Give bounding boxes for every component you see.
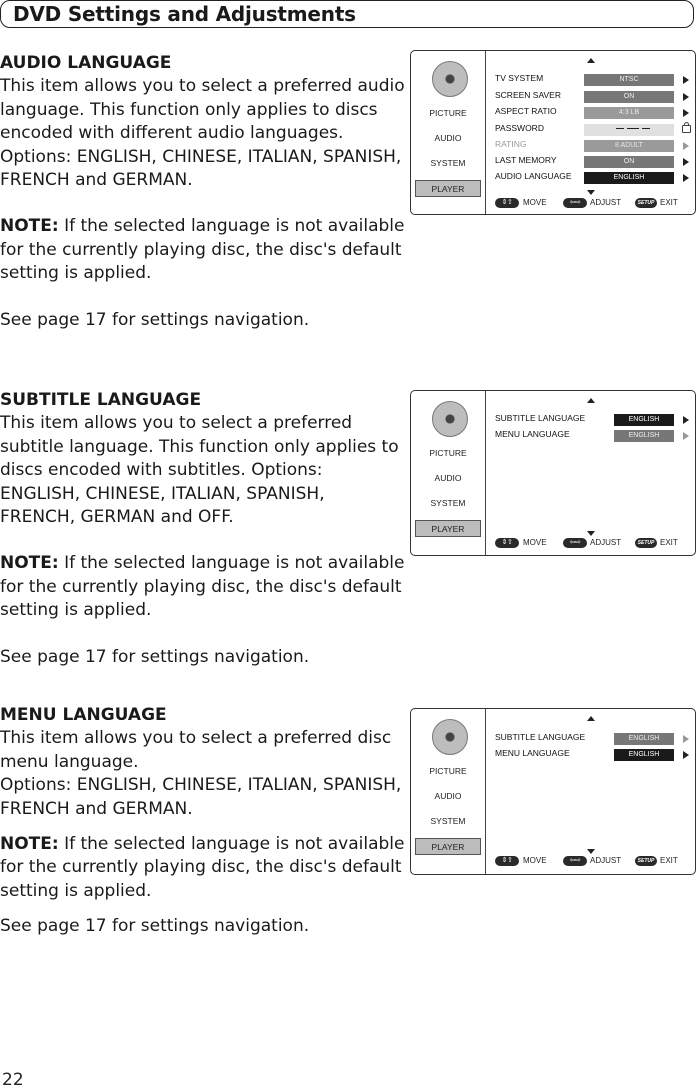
row-value: ENGLISH — [584, 172, 674, 184]
adjust-label: ADJUST — [590, 538, 622, 547]
page-header — [0, 0, 694, 28]
note-text: If the selected language is not available for the currently playing disc, the disc's default setting is applied. — [0, 216, 405, 284]
row-label: LAST MEMORY — [495, 155, 557, 165]
nav-audio[interactable]: AUDIO — [434, 791, 462, 801]
nav-picture[interactable]: PICTURE — [429, 766, 467, 776]
see-page-text: See page 17 for settings navigation. — [0, 916, 310, 937]
osd-row-rating[interactable] — [495, 139, 691, 153]
section-options: Options: ENGLISH, CHINESE, ITALIAN, SPANISH, FRENCH and GERMAN. — [0, 775, 402, 819]
row-label: AUDIO LANGUAGE — [495, 171, 572, 181]
osd-row-password[interactable] — [495, 123, 691, 137]
disc-icon — [432, 61, 468, 97]
section-title: MENU LANGUAGE — [0, 705, 167, 725]
row-label: TV SYSTEM — [495, 73, 544, 83]
row-label: SUBTITLE LANGUAGE — [495, 413, 586, 423]
osd-row-subtitle-language[interactable] — [495, 413, 691, 427]
osd-row-menu-language[interactable] — [495, 748, 691, 762]
adjust-icon: ⇦⇨ — [563, 538, 587, 548]
page-number: 22 — [2, 1070, 24, 1090]
move-label: MOVE — [523, 198, 547, 207]
arrow-right-icon — [683, 735, 689, 743]
note-label: NOTE: — [0, 834, 59, 855]
osd-row-aspect-ratio[interactable] — [495, 106, 691, 120]
exit-label: EXIT — [660, 856, 678, 865]
nav-player[interactable]: PLAYER — [415, 180, 481, 197]
note-paragraph — [0, 833, 405, 903]
note-label: NOTE: — [0, 553, 59, 574]
osd-footer — [495, 855, 691, 867]
scroll-down-icon[interactable] — [587, 531, 595, 536]
panel-divider — [485, 709, 486, 874]
disc-icon — [432, 401, 468, 437]
note-paragraph — [0, 552, 405, 622]
arrow-right-icon — [683, 751, 689, 759]
scroll-down-icon[interactable] — [587, 849, 595, 854]
row-value: ENGLISH — [614, 749, 674, 761]
subtitle-language-section — [0, 389, 405, 669]
nav-audio[interactable]: AUDIO — [434, 473, 462, 483]
row-label: SCREEN SAVER — [495, 90, 561, 100]
password-dash — [642, 128, 650, 129]
see-page-text: See page 17 for settings navigation. — [0, 309, 310, 330]
exit-label: EXIT — [660, 538, 678, 547]
section-body: This item allows you to select a preferred subtitle language. This function only applies to discs encoded with subtitles. Options: ENGLISH, CHINESE, ITALIAN, SPANISH, FRENCH, GERMAN and OFF. — [0, 413, 399, 528]
osd-row-last-memory[interactable] — [495, 155, 691, 169]
osd-panel-menu-language — [410, 708, 696, 875]
row-label: MENU LANGUAGE — [495, 748, 570, 758]
audio-language-section — [0, 52, 405, 332]
nav-system[interactable]: SYSTEM — [430, 158, 466, 168]
adjust-icon: ⇦⇨ — [563, 856, 587, 866]
osd-footer — [495, 197, 691, 209]
exit-label: EXIT — [660, 198, 678, 207]
osd-row-subtitle-language[interactable] — [495, 732, 691, 746]
scroll-down-icon[interactable] — [587, 190, 595, 195]
nav-player[interactable]: PLAYER — [415, 520, 481, 537]
setup-button[interactable]: SETUP — [635, 856, 657, 866]
password-field[interactable] — [584, 124, 674, 136]
section-title: SUBTITLE LANGUAGE — [0, 390, 202, 410]
row-value: NTSC — [584, 74, 674, 86]
row-value: ENGLISH — [614, 430, 674, 442]
arrow-right-icon — [683, 416, 689, 424]
arrow-right-icon — [683, 109, 689, 117]
row-value: ENGLISH — [614, 414, 674, 426]
note-label: NOTE: — [0, 216, 59, 237]
arrow-right-icon — [683, 432, 689, 440]
row-label: PASSWORD — [495, 123, 544, 133]
section-body: This item allows you to select a preferred disc menu language. — [0, 728, 392, 772]
row-label: RATING — [495, 139, 527, 149]
nav-system[interactable]: SYSTEM — [430, 816, 466, 826]
see-page-text: See page 17 for settings navigation. — [0, 646, 310, 667]
move-icon: ⇕⇧ — [495, 856, 519, 866]
scroll-up-icon[interactable] — [587, 716, 595, 721]
osd-row-audio-language[interactable] — [495, 171, 691, 185]
row-label: ASPECT RATIO — [495, 106, 557, 116]
adjust-icon: ⇦⇨ — [563, 198, 587, 208]
move-icon: ⇕⇧ — [495, 198, 519, 208]
lock-icon — [682, 125, 691, 133]
arrow-right-icon — [683, 93, 689, 101]
move-label: MOVE — [523, 856, 547, 865]
setup-button[interactable]: SETUP — [635, 538, 657, 548]
arrow-right-icon — [683, 142, 689, 150]
nav-system[interactable]: SYSTEM — [430, 498, 466, 508]
osd-panel-subtitle-language — [410, 390, 696, 556]
move-label: MOVE — [523, 538, 547, 547]
osd-footer — [495, 537, 691, 549]
section-options: Options: ENGLISH, CHINESE, ITALIAN, SPANISH, FRENCH and GERMAN. — [0, 146, 402, 191]
password-dash — [627, 128, 639, 129]
nav-audio[interactable]: AUDIO — [434, 133, 462, 143]
nav-picture[interactable]: PICTURE — [429, 108, 467, 118]
adjust-label: ADJUST — [590, 198, 622, 207]
osd-row-tv-system[interactable] — [495, 73, 691, 87]
section-body: This item allows you to select a preferred audio language. This function only applies to discs encoded with different audio languages. — [0, 76, 405, 144]
move-icon: ⇕⇧ — [495, 538, 519, 548]
panel-divider — [485, 391, 486, 555]
note-paragraph — [0, 215, 405, 285]
scroll-up-icon[interactable] — [587, 398, 595, 403]
nav-picture[interactable]: PICTURE — [429, 448, 467, 458]
setup-button[interactable]: SETUP — [635, 198, 657, 208]
password-dash — [616, 128, 624, 129]
page-title: DVD Settings and Adjustments — [13, 2, 356, 26]
scroll-up-icon[interactable] — [587, 58, 595, 63]
nav-player[interactable]: PLAYER — [415, 838, 481, 855]
row-label: SUBTITLE LANGUAGE — [495, 732, 586, 742]
row-value: 8 ADULT — [584, 140, 674, 152]
section-title: AUDIO LANGUAGE — [0, 53, 172, 73]
row-value: 4:3 LB — [584, 107, 674, 119]
note-text: If the selected language is not available for the currently playing disc, the disc's default setting is applied. — [0, 834, 405, 901]
disc-icon — [432, 719, 468, 755]
arrow-right-icon — [683, 174, 689, 182]
row-value: ON — [584, 156, 674, 168]
note-text: If the selected language is not available for the currently playing disc, the disc's default setting is applied. — [0, 553, 405, 621]
osd-panel-audio-language — [410, 50, 696, 215]
panel-divider — [485, 51, 486, 214]
osd-row-screen-saver[interactable] — [495, 90, 691, 104]
row-label: MENU LANGUAGE — [495, 429, 570, 439]
menu-language-section — [0, 704, 405, 939]
arrow-right-icon — [683, 76, 689, 84]
arrow-right-icon — [683, 158, 689, 166]
adjust-label: ADJUST — [590, 856, 622, 865]
row-value: ENGLISH — [614, 733, 674, 745]
osd-row-menu-language[interactable] — [495, 429, 691, 443]
row-value: ON — [584, 91, 674, 103]
